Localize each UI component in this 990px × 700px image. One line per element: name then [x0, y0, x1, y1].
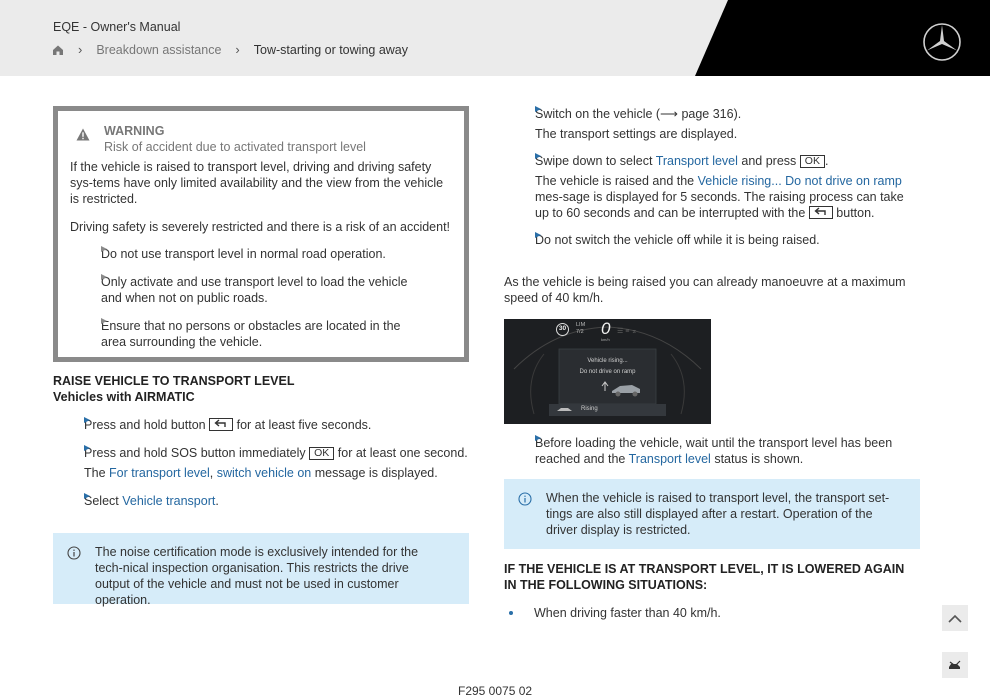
info-text: The noise certification mode is exclusively intended for the tech-nical inspection organisation. This restricts the drive output of the vehicle and must not be used in customer operation.	[95, 545, 419, 607]
ok-button-icon: OK	[309, 447, 334, 460]
scroll-to-top-button[interactable]	[942, 605, 968, 631]
display-message-line: Vehicle rising...	[587, 358, 628, 364]
warning-paragraph: If the vehicle is raised to transport level, driving and driving safety sys-tems have only limited availability and the view from the vehicle is restricted.	[70, 160, 444, 206]
svg-text:☰ ≡ ⌅: ☰ ≡ ⌅	[617, 328, 638, 335]
menu-item-link: Transport level	[655, 154, 738, 168]
display-message-link: For transport level	[109, 466, 210, 480]
section-heading: RAISE VEHICLE TO TRANSPORT LEVEL	[53, 374, 295, 388]
list-item: Only activate and use transport level to load the vehicle and when not on public roads.	[70, 274, 430, 306]
list-item: When driving faster than 40 km/h.	[504, 605, 920, 621]
display-message-link: Vehicle rising... Do not drive on ramp	[697, 174, 902, 188]
chevron-right-icon: ›	[78, 42, 83, 57]
figure-code: F295 0075 02	[458, 684, 533, 698]
info-text: When the vehicle is raised to transport level, the transport set-tings are also still displayed after a restart. Operation of the driver display is restricted.	[546, 491, 890, 537]
speed-limit-sign: 30	[556, 323, 569, 336]
breadcrumb	[52, 42, 422, 57]
chevron-up-icon	[948, 614, 962, 623]
display-message-link: switch vehicle on	[216, 466, 312, 480]
list-item: Press and hold button for at least five seconds.	[53, 417, 469, 433]
list-item: Switch on the vehicle (⟶ page 316). The transport settings are displayed.	[504, 106, 920, 142]
speed-readout: 0	[601, 319, 611, 338]
paragraph: As the vehicle is being raised you can already manoeuvre at a maximum speed of 40 km/h.	[504, 275, 906, 305]
lim-label: LIM	[576, 322, 586, 328]
vehicle-tow-icon	[947, 659, 963, 671]
warning-title: WARNING	[104, 124, 165, 138]
manual-title: EQE - Owner's Manual	[53, 20, 181, 34]
back-button-icon	[809, 206, 833, 219]
breadcrumb-item-breakdown[interactable]: Breakdown assistance	[96, 42, 222, 57]
bullet-dot	[509, 611, 513, 615]
list-item: Before loading the vehicle, wait until the transport level has been reached and the Transport level status is shown.	[504, 435, 920, 467]
mercedes-star-icon[interactable]	[922, 22, 962, 62]
breadcrumb-item-current: Tow-starting or towing away	[253, 42, 408, 57]
warning-paragraph: Driving safety is severely restricted and there is a risk of an accident!	[70, 220, 451, 234]
speed-unit: km/h	[601, 337, 610, 342]
list-item: Press and hold SOS button immediately OK for at least one second. The For transport level, switch vehicle on message is displayed.	[53, 445, 469, 481]
display-message-link: Transport level	[628, 452, 711, 466]
warning-subtitle: Risk of accident due to activated transport level	[104, 140, 366, 154]
section-heading: IF THE VEHICLE IS AT TRANSPORT LEVEL, IT IS LOWERED AGAIN IN THE FOLLOWING SITUATIONS:	[504, 562, 905, 592]
chevron-right-icon: ›	[235, 42, 240, 57]
info-icon	[518, 492, 532, 506]
warning-box	[53, 106, 469, 362]
driver-display-image	[504, 319, 711, 424]
info-box	[53, 533, 469, 607]
display-status: Rising	[581, 406, 598, 412]
list-item: Do not use transport level in normal road operation.	[70, 246, 452, 262]
list-item: Do not switch the vehicle off while it is being raised.	[504, 232, 920, 248]
display-message-line: Do not drive on ramp	[579, 369, 636, 375]
ok-button-icon: OK	[800, 155, 825, 168]
info-box	[504, 479, 920, 549]
menu-item-link: Vehicle transport	[122, 494, 216, 508]
info-icon	[67, 546, 81, 560]
lim-value: 7/2	[576, 329, 584, 335]
home-icon[interactable]	[52, 44, 64, 56]
warning-triangle-icon	[76, 128, 90, 141]
list-item: Swipe down to select Transport level and press OK . The vehicle is raised and the Vehicle rising... Do not drive on ramp mes-sage is displayed for 5 seconds. The raising process can take up to 60 seconds and can be interrupted with the button.	[504, 153, 920, 221]
section-subheading: Vehicles with AIRMATIC	[53, 390, 195, 404]
list-item: Select Vehicle transport.	[53, 493, 469, 509]
page-header	[0, 0, 990, 76]
list-item: Ensure that no persons or obstacles are located in the area surrounding the vehicle.	[70, 318, 410, 350]
vehicle-view-button[interactable]	[942, 652, 968, 678]
back-button-icon	[209, 418, 233, 431]
